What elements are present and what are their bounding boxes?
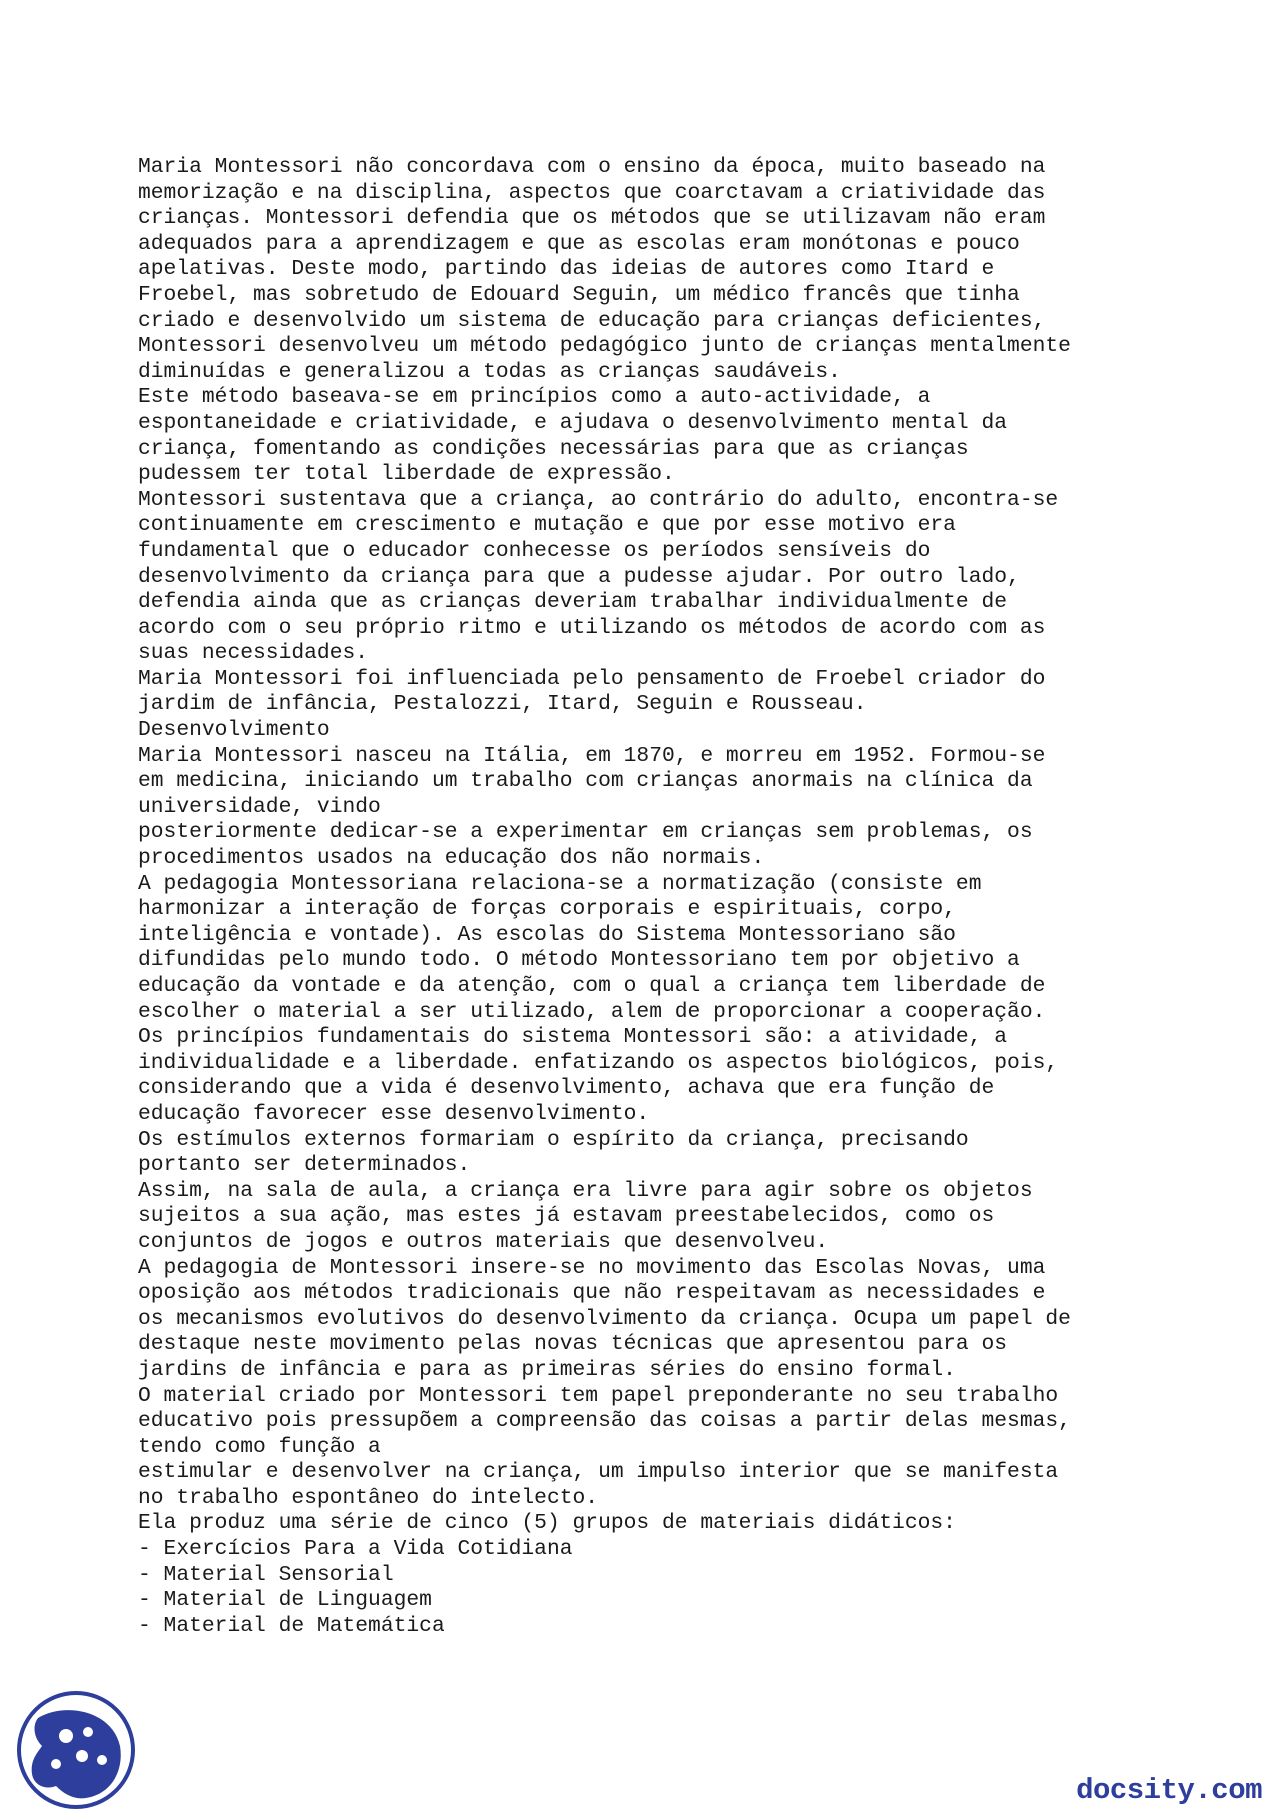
text-line: apelativas. Deste modo, partindo das ideias de autores como Itard e: [138, 257, 995, 282]
text-line: tendo como função a: [138, 1434, 381, 1459]
text-line: suas necessidades.: [138, 641, 369, 666]
text-line: jardim de infância, Pestalozzi, Itard, Seguin e Rousseau.: [138, 692, 867, 717]
text-line: diminuídas e generalizou a todas as crianças saudáveis.: [138, 359, 841, 384]
text-line: A pedagogia Montessoriana relaciona-se a normatização (consiste em: [138, 871, 982, 896]
text-line: Este método baseava-se em princípios como a auto-actividade, a: [138, 385, 931, 410]
text-line: sujeitos a sua ação, mas estes já estavam preestabelecidos, como os: [138, 1204, 995, 1229]
text-line: escolher o material a ser utilizado, alem de proporcionar a cooperação.: [138, 999, 1046, 1024]
text-line: defendia ainda que as crianças deveriam trabalhar individualmente de: [138, 590, 1008, 615]
docsity-brand-text[interactable]: docsity.com: [1076, 1774, 1262, 1807]
text-line: individualidade e a liberdade. enfatizando os aspectos biológicos, pois,: [138, 1050, 1059, 1075]
docsity-logo-icon: [16, 1690, 136, 1810]
text-line: educação da vontade e da atenção, com o qual a criança tem liberdade de: [138, 974, 1046, 998]
text-line: Desenvolvimento: [138, 718, 330, 743]
text-line: portanto ser determinados.: [138, 1153, 471, 1178]
text-line: desenvolvimento da criança para que a pudesse ajudar. Por outro lado,: [138, 564, 1020, 589]
text-line: continuamente em crescimento e mutação e que por esse motivo era: [138, 513, 956, 538]
text-line: Maria Montessori não concordava com o ensino da época, muito baseado na: [138, 155, 1046, 179]
text-line: - Exercícios Para a Vida Cotidiana: [138, 1537, 573, 1562]
text-line: os mecanismos evolutivos do desenvolvimento da criança. Ocupa um papel de: [138, 1306, 1071, 1331]
text-line: memorização e na disciplina, aspectos que coarctavam a criatividade das: [138, 180, 1046, 205]
text-line: inteligência e vontade). As escolas do Sistema Montessoriano são: [138, 922, 956, 947]
text-line: Os princípios fundamentais do sistema Montessori são: a atividade, a: [138, 1025, 1008, 1050]
text-line: destaque neste movimento pelas novas técnicas que apresentou para os: [138, 1332, 1008, 1357]
text-line: espontaneidade e criatividade, e ajudava o desenvolvimento mental da: [138, 410, 1008, 435]
text-line: posteriormente dedicar-se a experimentar em crianças sem problemas, os: [138, 820, 1033, 845]
text-line: - Material de Matemática: [138, 1613, 445, 1638]
text-line: educativo pois pressupõem a compreensão das coisas a partir delas mesmas,: [138, 1409, 1071, 1434]
text-line: crianças. Montessori defendia que os métodos que se utilizavam não eram: [138, 206, 1046, 231]
text-line: Maria Montessori nasceu na Itália, em 1870, e morreu em 1952. Formou-se: [138, 743, 1046, 768]
text-line: estimular e desenvolver na criança, um impulso interior que se manifesta: [138, 1460, 1059, 1485]
text-line: criado e desenvolvido um sistema de educação para crianças deficientes,: [138, 308, 1046, 333]
text-line: criança, fomentando as condições necessárias para que as crianças: [138, 436, 969, 461]
text-line: oposição aos métodos tradicionais que não respeitavam as necessidades e: [138, 1281, 1046, 1306]
text-line: em medicina, iniciando um trabalho com crianças anormais na clínica da: [138, 769, 1033, 794]
text-line: pudessem ter total liberdade de expressão.: [138, 462, 675, 487]
document-body: [138, 155, 1158, 1639]
text-line: - Material de Linguagem: [138, 1588, 432, 1613]
text-line: Froebel, mas sobretudo de Edouard Seguin, um médico francês que tinha: [138, 282, 1020, 307]
text-line: - Material Sensorial: [138, 1562, 394, 1587]
text-line: adequados para a aprendizagem e que as escolas eram monótonas e pouco: [138, 231, 1020, 256]
text-line: procedimentos usados na educação dos não normais.: [138, 846, 765, 871]
text-line: no trabalho espontâneo do intelecto.: [138, 1485, 599, 1510]
text-line: Assim, na sala de aula, a criança era livre para agir sobre os objetos: [138, 1178, 1033, 1203]
text-line: Montessori desenvolveu um método pedagógico junto de crianças mentalmente: [138, 334, 1071, 359]
text-line: fundamental que o educador conhecesse os períodos sensíveis do: [138, 538, 931, 563]
text-line: Os estímulos externos formariam o espírito da criança, precisando: [138, 1127, 969, 1152]
text-line: conjuntos de jogos e outros materiais que desenvolveu.: [138, 1229, 829, 1254]
text-line: Maria Montessori foi influenciada pelo pensamento de Froebel criador do: [138, 666, 1046, 691]
text-line: considerando que a vida é desenvolvimento, achava que era função de: [138, 1076, 995, 1101]
text-line: difundidas pelo mundo todo. O método Montessoriano tem por objetivo a: [138, 948, 1020, 973]
text-line: acordo com o seu próprio ritmo e utilizando os métodos de acordo com as: [138, 615, 1046, 640]
text-line: universidade, vindo: [138, 794, 381, 819]
text-line: educação favorecer esse desenvolvimento.: [138, 1101, 650, 1126]
text-line: jardins de infância e para as primeiras séries do ensino formal.: [138, 1357, 956, 1382]
text-line: Ela produz uma série de cinco (5) grupos de materiais didáticos:: [138, 1511, 956, 1536]
text-line: A pedagogia de Montessori insere-se no movimento das Escolas Novas, uma: [138, 1255, 1046, 1280]
text-line: harmonizar a interação de forças corporais e espirituais, corpo,: [138, 897, 956, 922]
text-line: O material criado por Montessori tem papel preponderante no seu trabalho: [138, 1383, 1059, 1408]
text-line: Montessori sustentava que a criança, ao contrário do adulto, encontra-se: [138, 487, 1059, 512]
